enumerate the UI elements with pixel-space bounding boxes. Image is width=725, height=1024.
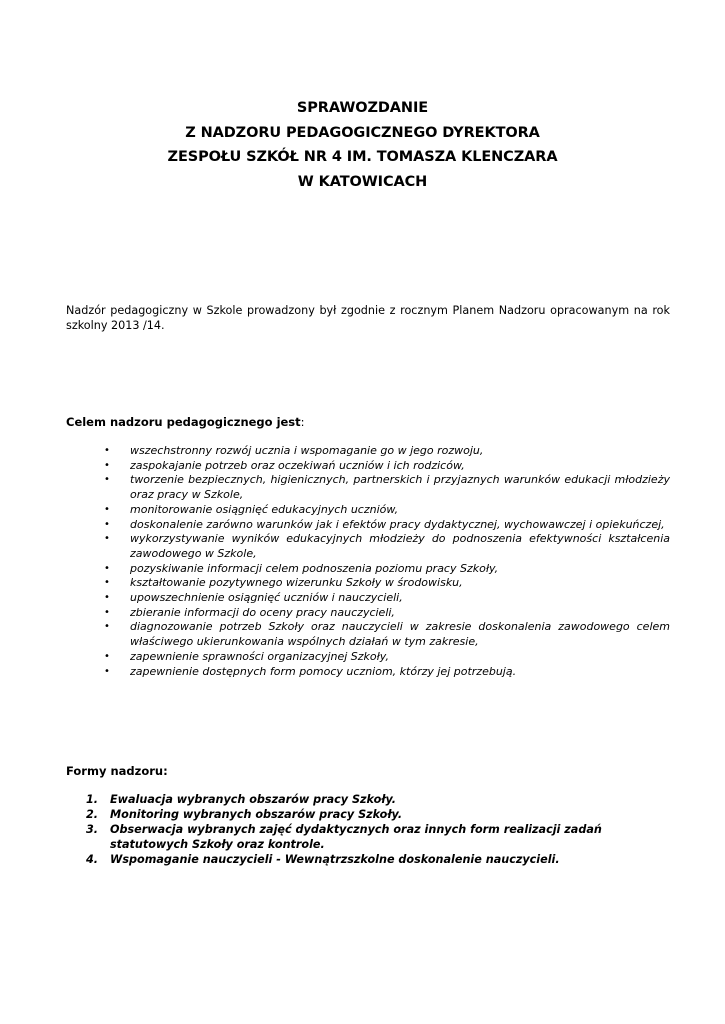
list-item [102, 503, 670, 518]
form-text: Wspomaganie nauczycieli - Wewnątrzszkolne doskonalenie nauczycieli. [110, 853, 560, 866]
form-text: Obserwacja wybranych zajęć dydaktycznych oraz innych form realizacji zadań statutowych Szkoły oraz kontrole. [110, 823, 602, 851]
list-item [102, 576, 670, 591]
list-item [102, 606, 670, 621]
bullet-icon: • [104, 592, 110, 604]
list-item [84, 852, 674, 867]
intro-paragraph: Nadzór pedagogiczny w Szkole prowadzony był zgodnie z rocznym Planem Nadzoru opracowanym na rok szkolny 2013 /14. [66, 304, 670, 332]
bullet-icon: • [104, 577, 110, 589]
goal-text: upowszechnienie osiągnięć uczniów i nauczycieli, [130, 591, 403, 605]
goals-list [102, 444, 670, 679]
list-item [84, 822, 674, 852]
bullet-icon: • [104, 650, 110, 662]
goal-text: diagnozowanie potrzeb Szkoły oraz nauczycieli w zakresie doskonalenia zawodowego celem właściwego ukierunkowania wspólnych działań w tym zakresie, [130, 620, 670, 649]
list-item [84, 792, 674, 807]
goal-text: monitorowanie osiągnięć edukacyjnych uczniów, [130, 502, 399, 516]
list-number: 1. [86, 793, 99, 806]
goal-text: doskonalenie zarówno warunków jak i efektów pracy dydaktycznej, wychowawczej i opiekuńczej, [130, 517, 665, 531]
goal-text: zapewnienie sprawności organizacyjnej Szkoły, [130, 649, 389, 663]
list-item [84, 807, 674, 822]
list-item [102, 591, 670, 606]
form-text: Monitoring wybranych obszarów pracy Szkoły. [110, 808, 403, 821]
bullet-icon: • [104, 621, 110, 633]
list-item [102, 444, 670, 459]
bullet-icon: • [104, 665, 110, 677]
goal-text: tworzenie bezpiecznych, higienicznych, partnerskich i przyjaznych warunków edukacji młodzieży oraz pracy w Szkole, [130, 473, 670, 502]
list-item [102, 532, 670, 561]
bullet-icon: • [104, 459, 110, 471]
list-item [102, 562, 670, 577]
list-number: 3. [86, 823, 99, 836]
title-line-4: W KATOWICACH [297, 173, 428, 190]
list-item [102, 620, 670, 649]
goal-text: zapewnienie dostępnych form pomocy uczniom, którzy jej potrzebują. [130, 664, 517, 678]
goal-text: kształtowanie pozytywnego wizerunku Szkoły w środowisku, [130, 576, 463, 590]
list-item [102, 473, 670, 502]
list-item [102, 459, 670, 474]
forms-list [84, 792, 674, 867]
forms-heading: Formy nadzoru: [66, 764, 168, 778]
goal-text: zaspokajanie potrzeb oraz oczekiwań uczniów i ich rodziców, [130, 458, 465, 472]
bullet-icon: • [104, 562, 110, 574]
goal-text: wszechstronny rozwój ucznia i wspomaganie go w jego rozwoju, [130, 444, 484, 457]
goals-heading-text: Celem nadzoru pedagogicznego jest [66, 415, 301, 429]
goal-text: wykorzystywanie wyników edukacyjnych młodzieży do podnoszenia efektywności kształcenia zawodowego w Szkole, [130, 532, 670, 560]
list-item [102, 650, 670, 665]
bullet-icon: • [104, 445, 110, 456]
list-number: 4. [86, 853, 99, 866]
list-item [102, 665, 670, 680]
document-title [0, 96, 725, 194]
goal-text: zbieranie informacji do oceny pracy nauczycieli, [130, 605, 395, 619]
bullet-icon: • [104, 606, 110, 618]
list-number: 2. [86, 808, 99, 821]
bullet-icon: • [104, 533, 110, 545]
bullet-icon: • [104, 518, 110, 530]
goals-heading [66, 415, 305, 430]
goals-heading-colon: : [300, 415, 305, 429]
list-item [102, 518, 670, 533]
title-line-1: SPRAWOZDANIE [296, 100, 429, 116]
bullet-icon: • [104, 503, 110, 515]
title-line-2: Z NADZORU PEDAGOGICZNEGO DYREKTORA [185, 124, 540, 141]
form-text: Ewaluacja wybranych obszarów pracy Szkoły. [110, 793, 396, 806]
bullet-icon: • [104, 474, 110, 486]
goal-text: pozyskiwanie informacji celem podnoszenia poziomu pracy Szkoły, [130, 561, 499, 575]
title-line-3: ZESPOŁU SZKÓŁ NR 4 IM. TOMASZA KLENCZARA [167, 149, 558, 165]
